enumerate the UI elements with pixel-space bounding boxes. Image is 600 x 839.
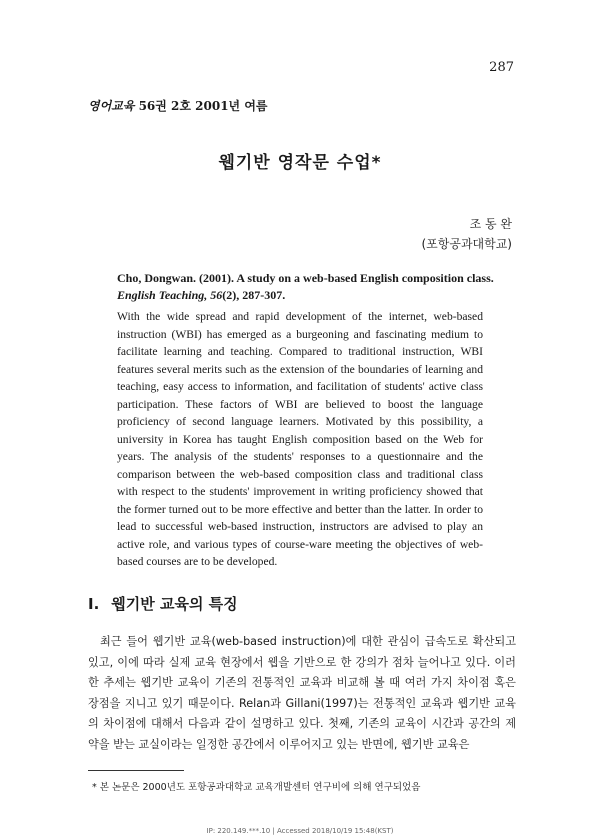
page-number: 287 [489, 60, 514, 75]
citation-main: Cho, Dongwan. (2001). A study on a web-based English composition class. [117, 271, 494, 285]
section-number: I. [88, 595, 100, 613]
paper-title: 웹기반 영작문 수업* [218, 153, 382, 173]
author-name: 조 동 완 [469, 217, 512, 231]
footnote-divider [88, 770, 184, 771]
footnote: * 본 논문은 2000년도 포항공과대학교 교육개발센터 연구비에 의해 연구되었음 [92, 782, 421, 793]
journal-name: 영어교육 [88, 99, 135, 113]
journal-header [88, 97, 268, 114]
access-watermark: IP: 220.149.***.10 | Accessed 2018/10/19 15:48(KST) [206, 827, 394, 835]
author-affiliation: (포항공과대학교) [421, 237, 512, 251]
citation [117, 270, 497, 304]
body-paragraph: 최근 들어 웹기반 교육(web-based instruction)에 대한 관심이 급속도로 확산되고 있고, 이에 따라 실제 교육 현장에서 웹을 기반으로 한 강의가 점차 늘어나고 있다. 이러한 추세는 웹기반 교육이 기존의 전통적인 교육과 비교해 볼 때 여러 가지 차이점 혹은 장점을 지니고 있기 때문이다. Relan과 Gillani(1997)는 전통적인 교육과 웹기반 교육의 차이점에 대해서 다음과 같이 설명하고 있다. 첫째, 기존의 교육이 시간과 공간의 제약을 받는 교실이라는 일정한 공간에서 이루어지고 있는 반면에, 웹기반 교육은 [88, 635, 516, 751]
abstract: With the wide spread and rapid development of the internet, web-based instruction (WBI) has emerged as a burgeoning and fascinating medium to facilitate learning and teaching. Compared to traditional instruction, WBI features several merits such as the extension of the boundaries of learning and teaching, easy access to information, and facilitation of students' active class participation. These factors of WBI are believed to boost the language proficiency of second language learners. Motivated by this possibility, a university in Korea has taught English composition based on the Web for years. The analysis of the students' responses to a questionnaire and the comparison between the web-based composition class and traditional class with respect to the students' improvement in writing proficiency showed that the former turned out to be more effective and better than the latter. In order to lead to successful web-based instruction, instructors are advised to play an active role, and various types of course-ware meeting the objectives of web-based courses are to be developed. [117, 310, 483, 568]
section-heading [88, 593, 238, 614]
citation-pages: (2), 287-307. [222, 288, 286, 302]
citation-journal: English Teaching, 56 [117, 288, 223, 302]
journal-issue: 56권 2호 2001년 여름 [138, 99, 268, 113]
author-block [421, 214, 512, 254]
section-title: 웹기반 교육의 특징 [111, 595, 238, 613]
